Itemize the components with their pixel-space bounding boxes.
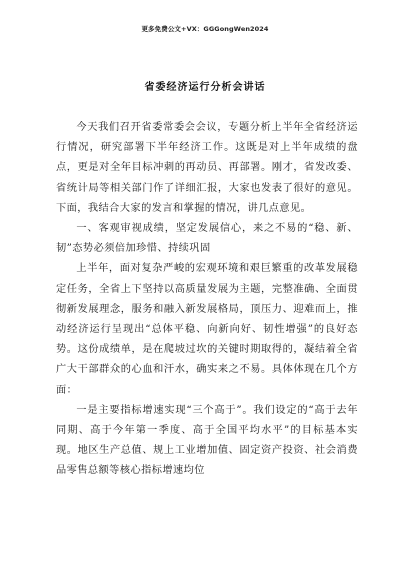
paragraph: 今天我们召开省委常委会会议，专题分析上半年全省经济运行情况，研究部署下半年经济工作。这既是对上半年成绩的盘点，更是对全年目标冲刺的再动员、再部署。刚才，省发改委、省统计局等相关部门作了详细汇报，大家也发表了很好的意见。下面，我结合大家的发言和掌握的情况，讲几点意见。 (56, 122, 358, 214)
header-note: 更多免费公文+VX：GGGongWen2024 (141, 25, 269, 33)
paragraph: 上半年，面对复杂严峻的宏观环境和艰巨繁重的改革发展稳定任务，全省上下坚持以高质量发展为主题，完整准确、全面贯彻新发展理念，服务和融入新发展格局，顶压力、迎难而上，推动经济运行呈现出“总体平稳、向新向好、韧性增强”的良好态势。这份成绩单，是在爬坡过坎的关键时期取得的，凝结着全省广大干部群众的心血和汗水，确实来之不易。具体体现在几个方面： (56, 263, 358, 396)
document-body (56, 118, 358, 482)
section-heading: 一、客观审视成绩，坚定发展信心，来之不易的“稳、新、韧”态势必须倍加珍惜、持续巩固 (56, 223, 358, 255)
paragraph: 一是主要指标增速实现“三个高于”。我们设定的“高于去年同期、高于今年第一季度、高于全国平均水平”的目标基本实现。地区生产总值、规上工业增加值、固定资产投资、社会消费品零售总额等核心指标增速均位 (56, 404, 358, 477)
document-title: 省委经济运行分析会讲话 (144, 82, 266, 93)
